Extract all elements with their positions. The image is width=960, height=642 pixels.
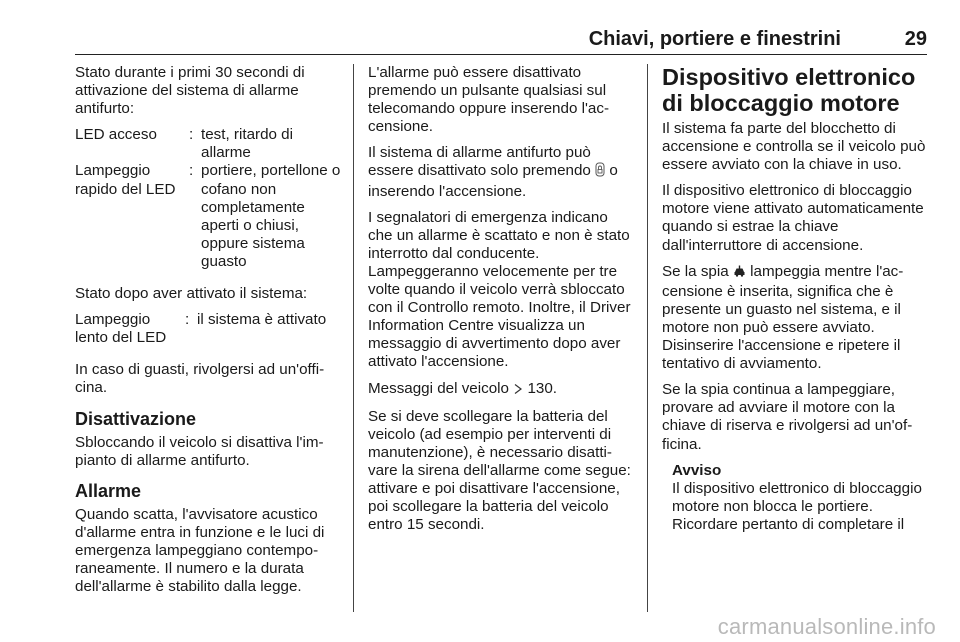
paragraph: Il sistema fa parte del blocchetto di accensione e controlla se il veicolo può essere avviato con la chiave in uso.	[662, 120, 926, 174]
led-status-list-after	[75, 311, 341, 347]
colon: :	[189, 126, 194, 144]
paragraph	[662, 263, 930, 374]
status-term: LED acceso	[75, 126, 157, 144]
paragraph: Il dispositivo elettronico di bloccaggio motore viene attivato automaticamente quando si estrae la chiave dall'interruttore di accensione.	[662, 182, 924, 254]
status-intro: Stato durante i primi 30 secondi di attivazione del sistema di allarme antifurto:	[75, 64, 305, 118]
note-text: Il dispositivo elettronico di bloccaggio motore non blocca le portiere. Ricordare pertanto di completare il	[672, 479, 922, 533]
immobiliser-car-key-icon	[733, 265, 746, 283]
status-term: Lampeggio lento del LED	[75, 311, 167, 347]
text: Messaggi del veicolo	[368, 379, 509, 397]
allarme-paragraph: Quando scatta, l'avvisatore acustico d'allarme entra in funzione e le luci di emergenza lampeggiano contemporaneamente. Il numero e la durata dell'allarme è stabilito dalla legge.	[75, 505, 325, 596]
colon: :	[185, 311, 190, 329]
column-divider	[647, 64, 648, 612]
status-after-intro: Stato dopo aver attivato il sistema:	[75, 285, 308, 303]
paragraph	[368, 144, 636, 200]
remote-lock-button-icon	[595, 162, 605, 182]
running-title: Chiavi, portiere e finestrini	[588, 28, 841, 50]
column-divider	[353, 64, 354, 612]
paragraph: Se la spia continua a lampeggiare, provare ad avviare il motore con la chiave di riserva e rivolgersi ad un'officina.	[662, 381, 913, 453]
paragraph: L'allarme può essere disattivato premendo un pulsante qualsiasi sul telecomando oppure inserendo l'accensione.	[368, 64, 609, 136]
status-row	[75, 311, 341, 347]
status-definition: portiere, portellone o cofano non completamente aperti o chiusi, oppure sistema guasto	[201, 162, 341, 270]
status-term: Lampeggio rapido del LED	[75, 162, 176, 198]
column-middle	[368, 64, 636, 542]
colon: :	[189, 162, 194, 180]
note-box	[672, 462, 930, 534]
status-row	[75, 162, 341, 271]
column-left	[75, 64, 341, 604]
text: Il sistema di allarme antifurto può essere disattivato solo premendo	[368, 144, 591, 180]
status-definition: il sistema è attivato	[197, 311, 327, 329]
status-definition: test, ritardo di allarme	[201, 126, 294, 162]
text: lampeggia mentre l'accensione è inserita, significa che è presente un guasto nel sistema, e il motore non può essere avviato. Disinserire l'accensione e ripetere il tentativo di avviamento.	[662, 262, 904, 373]
column-right	[662, 64, 930, 534]
status-row	[75, 126, 341, 162]
text: o inserendo l'accensione.	[368, 162, 618, 200]
watermark: carmanualsonline.info	[717, 614, 936, 639]
paragraph	[368, 380, 636, 400]
subheading-allarme: Allarme	[75, 480, 142, 501]
section-heading: Dispositivo elettronico di bloccaggio motore	[662, 64, 916, 116]
page-header	[75, 24, 927, 55]
page-reference-arrow-icon	[513, 382, 523, 400]
page-reference[interactable]: 130.	[527, 379, 558, 397]
fault-paragraph: In caso di guasti, rivolgersi ad un'officina.	[75, 361, 325, 397]
page-number: 29	[904, 28, 927, 50]
paragraph: Se si deve scollegare la batteria del veicolo (ad esempio per interventi di manutenzione), è necessario disattivare la sirena dell'allarme come segue: attivare e poi disattivare l'accensione, poi scollegare la batteria del veicolo entro 15 secondi.	[368, 407, 631, 534]
led-status-list	[75, 126, 341, 271]
note-title: Avviso	[672, 461, 722, 479]
paragraph: I segnalatori di emergenza indicano che un allarme è scattato e non è stato interrotto dal conducente. Lampeggeranno velocemente per tre volte quando il veicolo verrà sbloccato con il Controllo remoto. Inoltre, il Driver Information Centre visualizza un messaggio di avvertimento dopo aver attivato l'accensione.	[368, 208, 631, 371]
subheading-disattivazione: Disattivazione	[75, 408, 197, 429]
text: Se la spia	[662, 262, 729, 280]
disattivazione-paragraph: Sbloccando il veicolo si disattiva l'impianto di allarme antifurto.	[75, 433, 324, 469]
